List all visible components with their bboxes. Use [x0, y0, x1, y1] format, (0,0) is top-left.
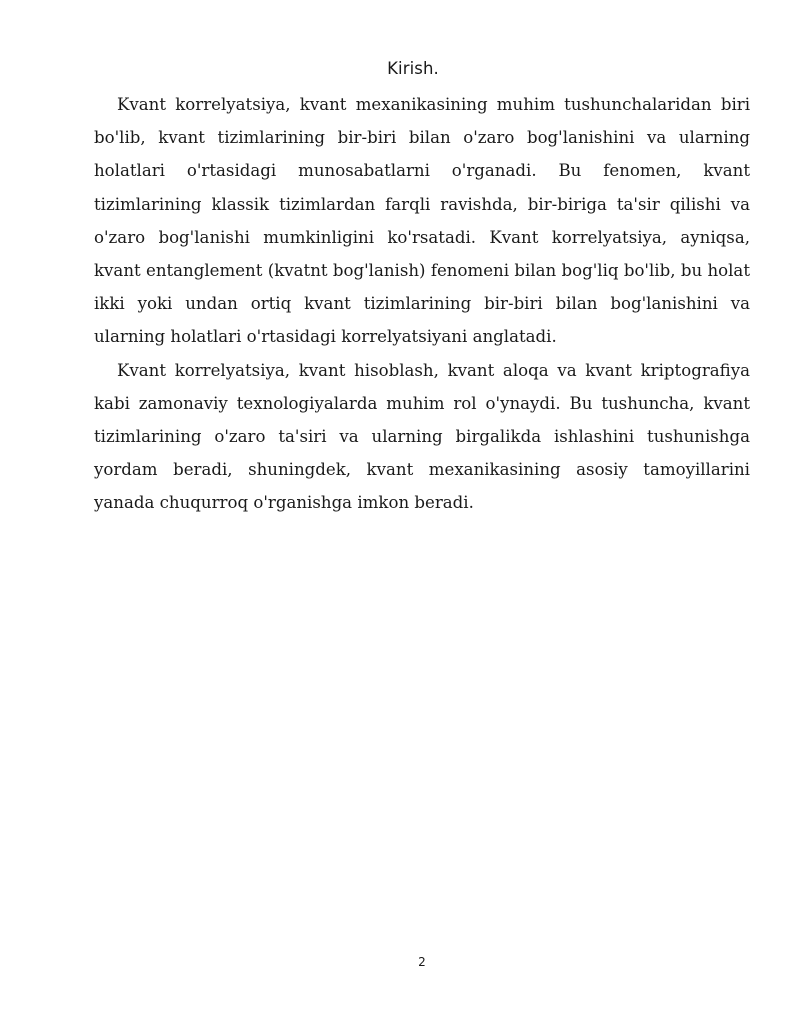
paragraph-1: Kvant korrelyatsiya, kvant mexanikasining muhim tushunchalaridan biri bo'lib, kvant tizimlarining bir-biri bilan o'zaro bog'lanishini va ularning holatlari o'rtasidagi munosabatlarni o'rganadi. Bu fenomen, kvant tizimlarining klassik tizimlardan farqli ravishda, bir-biriga ta'sir qilishi va o'zaro bog'lanishi mumkinligini ko'rsatadi. Kvant korrelyatsiya, ayniqsa, kvant entanglement (kvatnt bog'lanish) fenomeni bilan bog'liq bo'lib, bu holat ikki yoki undan ortiq kvant tizimlarining bir-biri bilan bog'lanishini va ularning holatlari o'rtasidagi korrelyatsiyani anglatadi.: [94, 95, 750, 347]
page-number: 2: [418, 955, 426, 969]
paragraph-2: Kvant korrelyatsiya, kvant hisoblash, kvant aloqa va kvant kriptografiya kabi zamonaviy texnologiyalarda muhim rol o'ynaydi. Bu tushuncha, kvant tizimlarining o'zaro ta'siri va ularning birgalikda ishlashini tushunishga yordam beradi, shuningdek, kvant mexanikasining asosiy tamoyillarini yanada chuqurroq o'rganishga imkon beradi.: [94, 360, 750, 513]
page-title: Kirish.: [387, 59, 439, 78]
body-text: [94, 88, 750, 520]
